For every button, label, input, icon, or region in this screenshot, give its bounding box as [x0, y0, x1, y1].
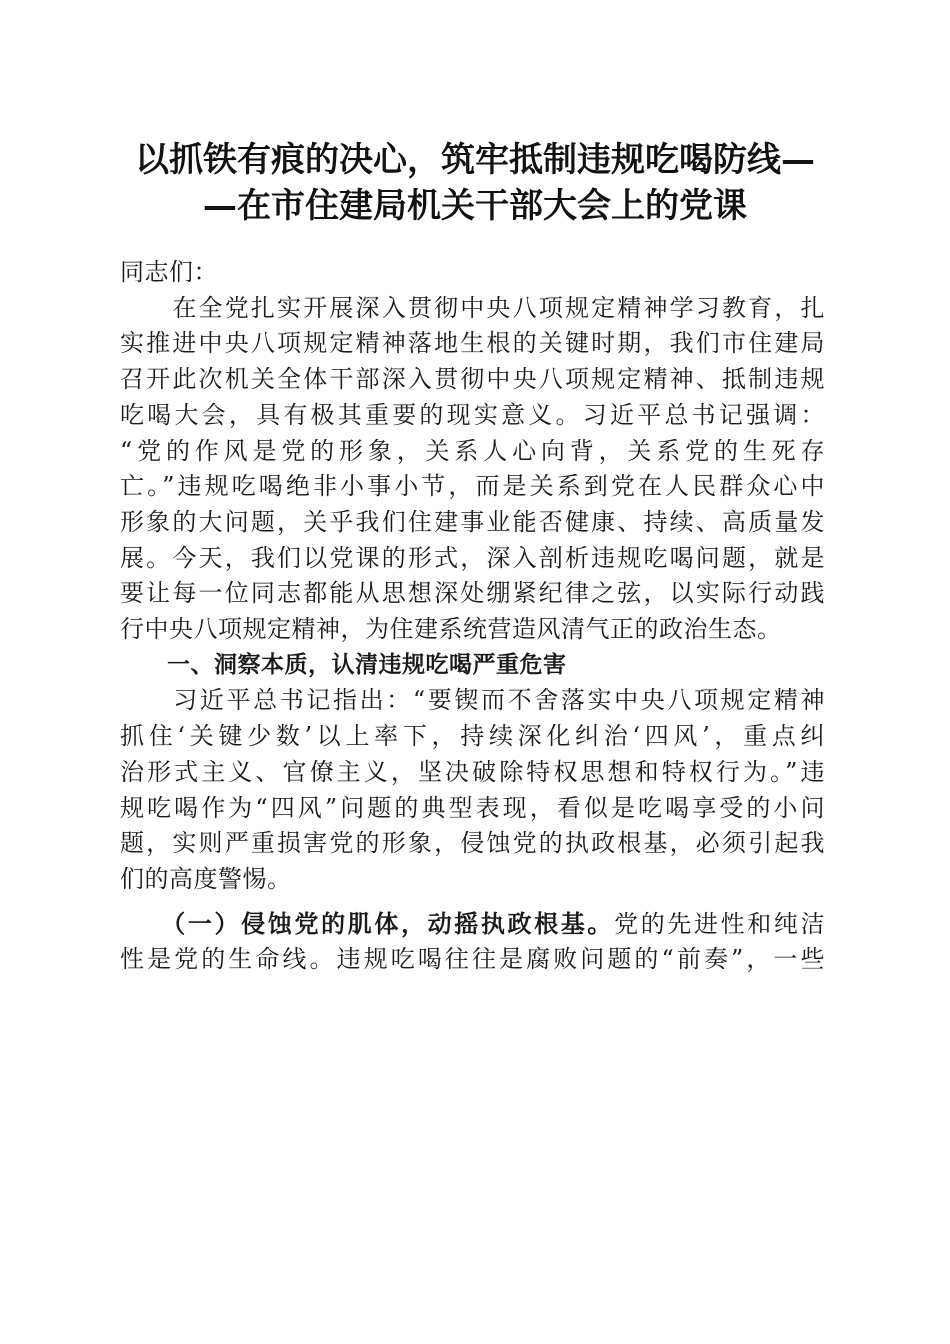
title-line-2: —在市住建局机关干部大会上的党课: [203, 186, 747, 226]
paragraph-line: 在全党扎实开展深入贯彻中央八项规定精神学习教育，扎: [120, 293, 825, 322]
paragraph-line: 治形式主义、官僚主义，坚决破除特权思想和特权行为。”违: [120, 757, 825, 786]
paragraph-line: 亡。”违规吃喝绝非小事小节，而是关系到党在人民群众心中: [120, 472, 825, 501]
paragraph-line: 行中央八项规定精神，为住建系统营造风清气正的政治生态。: [120, 615, 782, 644]
paragraph-intro: [120, 291, 825, 648]
paragraph-line: 习近平总书记指出：“要锲而不舍落实中央八项规定精神: [120, 686, 825, 715]
subsection-text: 党的先进性和纯洁: [614, 909, 826, 938]
document-title: [100, 137, 850, 229]
paragraph-line: 要让每一位同志都能从思想深处绷紧纪律之弦，以实际行动践: [120, 579, 825, 608]
paragraph-line: [120, 906, 825, 943]
document-body: [120, 255, 825, 978]
section-heading-text: 一、洞察本质，认清违规吃喝严重危害: [120, 651, 567, 678]
paragraph-line: 规吃喝作为“四风”问题的典型表现，看似是吃喝享受的小问: [120, 793, 825, 822]
paragraph-line: 抓住‘关键少数’以上率下，持续深化纠治‘四风’，重点纠: [120, 722, 825, 751]
section-heading-1: [120, 648, 825, 684]
paragraph-line: 形象的大问题，关乎我们住建事业能否健康、持续、高质量发: [120, 507, 825, 536]
greeting: [120, 255, 825, 291]
paragraph-line: “党的作风是党的形象，关系人心向背，关系党的生死存: [120, 436, 825, 465]
subsection-heading: （一）侵蚀党的肌体，动摇执政根基。: [120, 908, 615, 938]
paragraph-line: 们的高度警惕。: [120, 864, 292, 893]
paragraph-line: 召开此次机关全体干部深入贯彻中央八项规定精神、抵制违规: [120, 365, 825, 394]
paragraph-line: 题，实则严重损害党的形象，侵蚀党的执政根基，必须引起我: [120, 829, 825, 858]
title-line-1: 以抓铁有痕的决心，筑牢抵制违规吃喝防线—: [135, 140, 815, 180]
greeting-text: 同志们：: [120, 258, 218, 286]
paragraph-section-1: [120, 683, 825, 897]
paragraph-line: 吃喝大会，具有极其重要的现实意义。习近平总书记强调：: [120, 400, 825, 429]
paragraph-line: 性是党的生命线。违规吃喝往往是腐败问题的“前奏”，一些: [120, 945, 825, 974]
paragraph-line: 展。今天，我们以党课的形式，深入剖析违规吃喝问题，就是: [120, 543, 825, 572]
paragraph-subsection-1: [120, 906, 825, 978]
paragraph-line: 实推进中央八项规定精神落地生根的关键时期，我们市住建局: [120, 329, 825, 358]
